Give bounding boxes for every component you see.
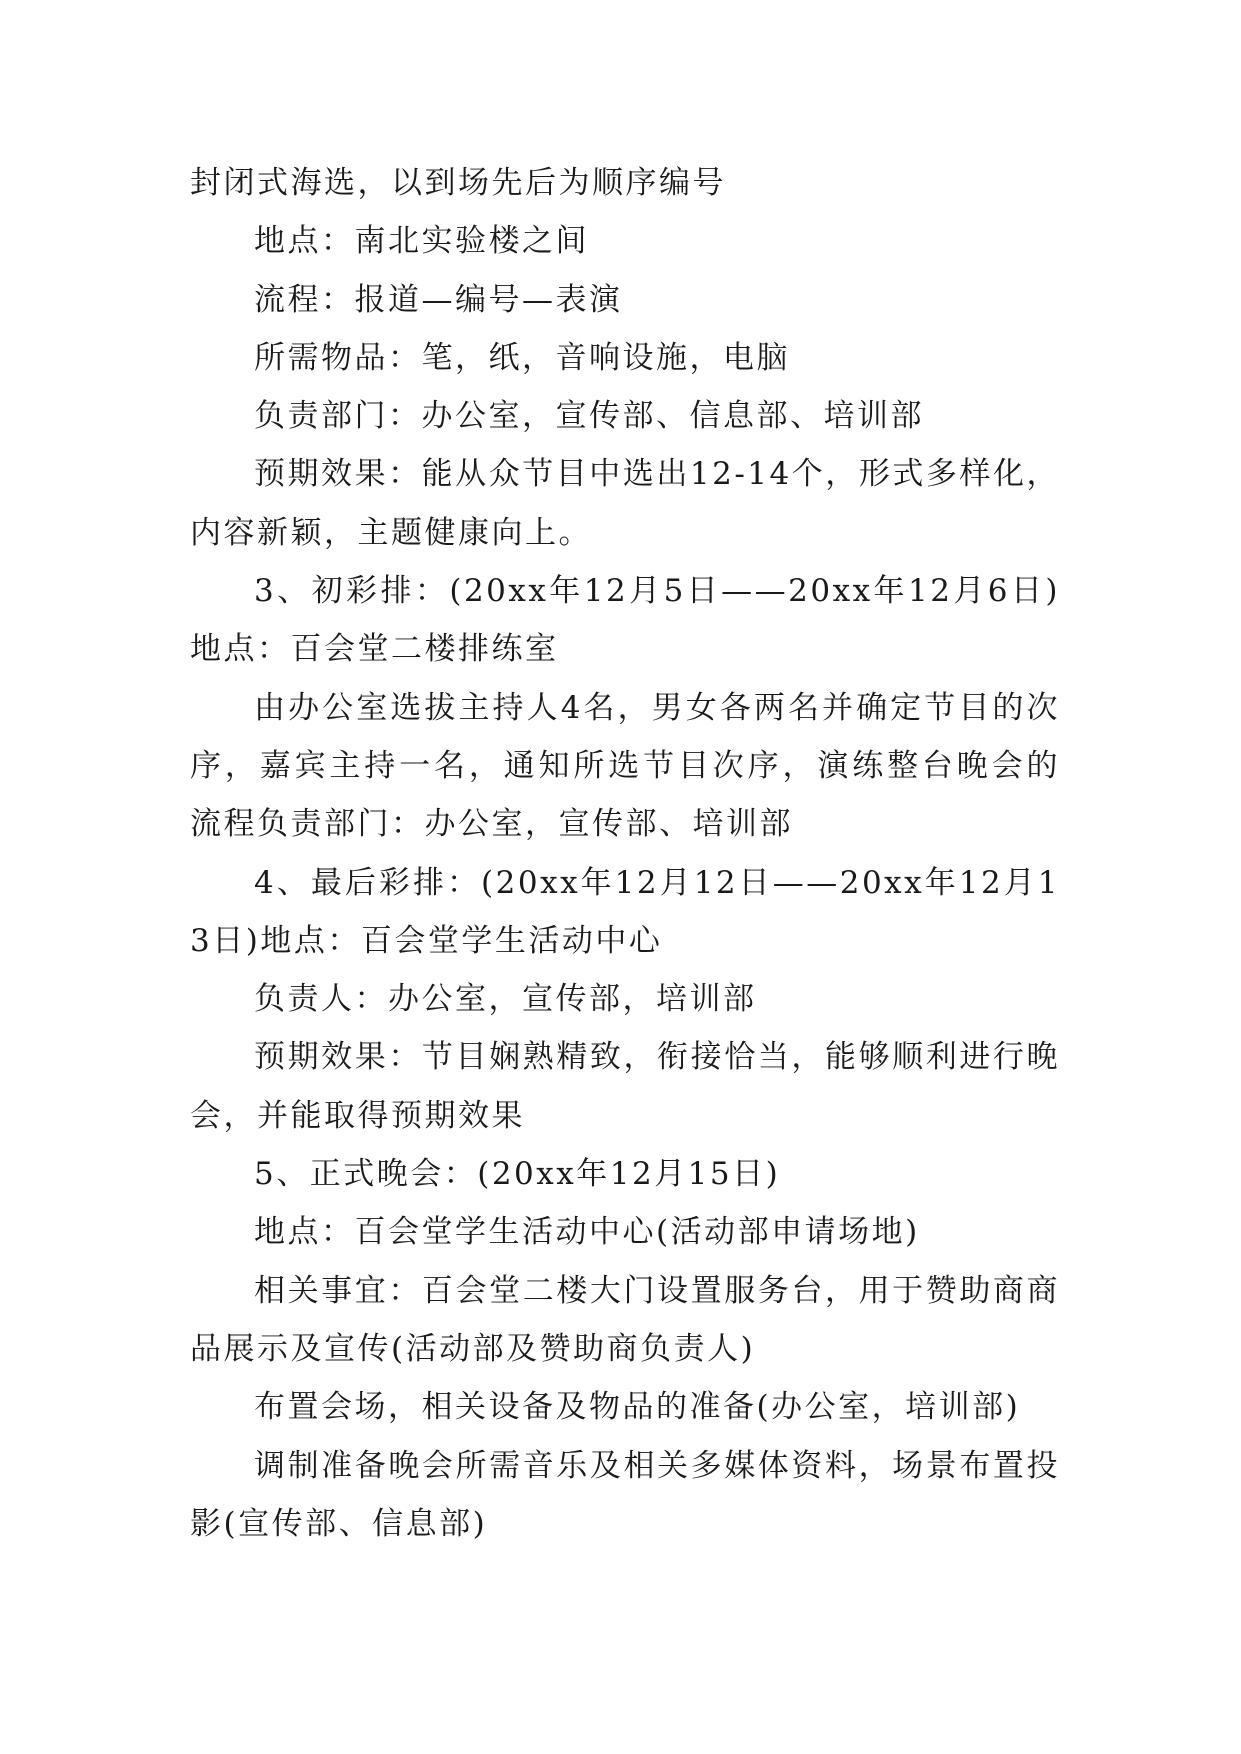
paragraph-continuation: 封闭式海选，以到场先后为顺序编号 xyxy=(190,165,726,201)
paragraph-first-rehearsal: 3、初彩排：(20xx年12月5日——20xx年12月6日)地点：百会堂二楼排练室 xyxy=(190,573,1060,668)
paragraph-expected-effect: 预期效果：能从众节目中选出12-14个，形式多样化，内容新颖，主题健康向上。 xyxy=(190,456,1060,551)
paragraph-media-preparation: 调制准备晚会所需音乐及相关多媒体资料，场景布置投影(宣传部、信息部) xyxy=(190,1447,1060,1542)
paragraph-final-rehearsal: 4、最后彩排：(20xx年12月12日——20xx年12月13日)地点：百会堂学生活动中心 xyxy=(190,864,1060,959)
paragraph-formal-gala: 5、正式晚会：(20xx年12月15日) xyxy=(254,1156,781,1193)
paragraph-related-matters: 相关事宜：百会堂二楼大门设置服务台，用于赞助商商品展示及宣传(活动部及赞助商负责人) xyxy=(190,1272,1060,1367)
paragraph-location: 地点：南北实验楼之间 xyxy=(254,223,589,260)
paragraph-gala-location: 地点：百会堂学生活动中心(活动部申请场地) xyxy=(254,1214,920,1251)
paragraph-responsible-persons: 负责人：办公室，宣传部，培训部 xyxy=(254,981,757,1018)
paragraph-rehearsal-effect: 预期效果：节目娴熟精致，衔接恰当，能够顺利进行晚会，并能取得预期效果 xyxy=(190,1039,1060,1134)
paragraph-departments: 负责部门：办公室，宣传部、信息部、培训部 xyxy=(254,398,924,435)
document-page xyxy=(190,154,1060,1553)
paragraph-host-selection: 由办公室选拔主持人4名，男女各两名并确定节目的次序，嘉宾主持一名，通知所选节目次序，演练整台晚会的流程负责部门：办公室，宣传部、培训部 xyxy=(190,689,1060,843)
paragraph-process: 流程：报道—编号—表演 xyxy=(254,281,623,318)
paragraph-venue-setup: 布置会场，相关设备及物品的准备(办公室，培训部) xyxy=(254,1389,1021,1426)
paragraph-materials: 所需物品：笔，纸，音响设施，电脑 xyxy=(254,339,790,376)
